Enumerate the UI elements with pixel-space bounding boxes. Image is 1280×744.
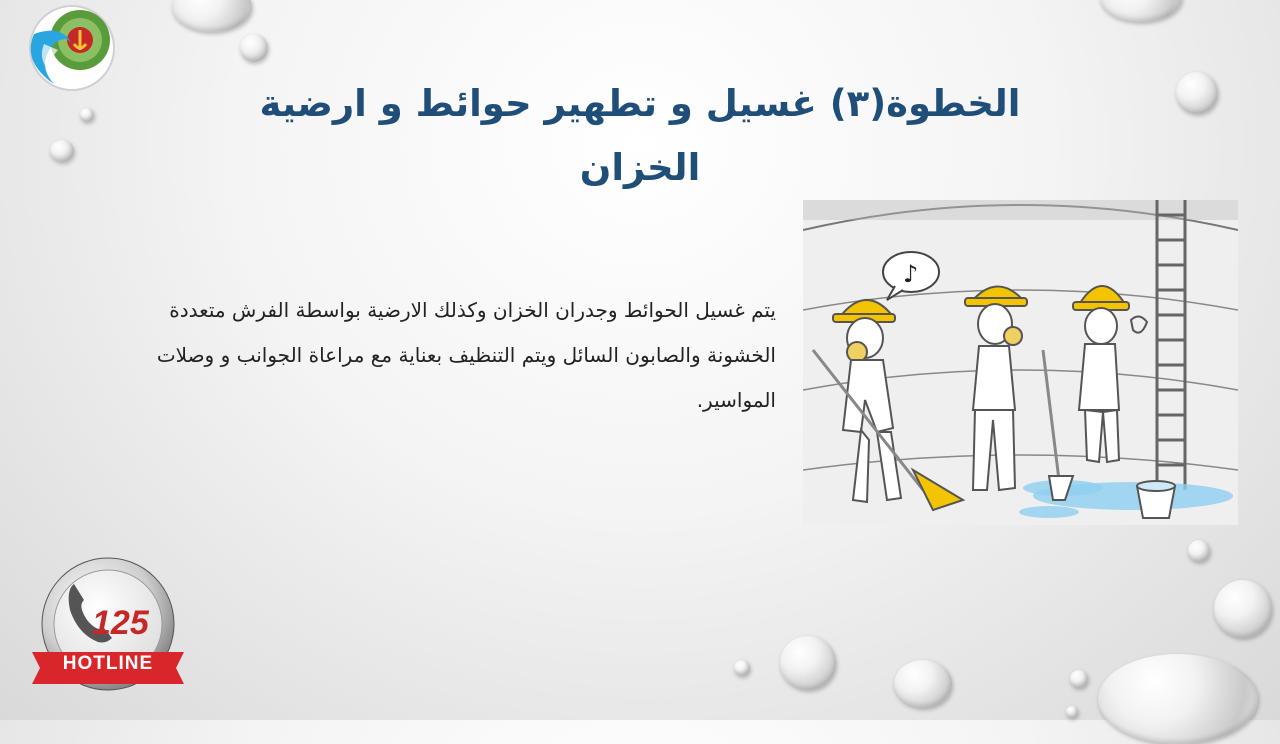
water-drop-decoration [1098, 654, 1258, 744]
slide-title: الخطوة(٣) غسيل و تطهير حوائط و ارضية الخزان [259, 82, 1021, 189]
hotline-badge [30, 556, 186, 696]
tank-cleaning-illustration [803, 200, 1238, 525]
water-drop-decoration [1188, 540, 1210, 562]
water-drop-decoration [172, 0, 252, 32]
water-drop-decoration [734, 660, 750, 676]
water-drop-decoration [50, 140, 74, 162]
svg-text:♪: ♪ [903, 260, 919, 288]
water-drop-decoration [780, 636, 836, 690]
water-drop-decoration [80, 108, 94, 122]
water-drop-decoration [1100, 0, 1182, 22]
hotline-label: HOTLINE [62, 653, 154, 674]
water-drop-decoration [1176, 72, 1218, 114]
water-drop-decoration [240, 34, 268, 62]
water-drop-decoration [1070, 670, 1088, 688]
water-drop-decoration [1066, 706, 1078, 718]
water-company-logo [14, 4, 122, 92]
water-drop-decoration [894, 660, 952, 708]
hotline-number: 125 [92, 604, 149, 642]
water-drop-decoration [1214, 580, 1272, 638]
slide-body-text: يتم غسيل الحوائط وجدران الخزان وكذلك الارضية بواسطة الفرش متعددة الخشونة والصابون السائل ويتم التنظيف بعناية مع مراعاة الجوانب و وصلات المواسير. [156, 298, 776, 412]
